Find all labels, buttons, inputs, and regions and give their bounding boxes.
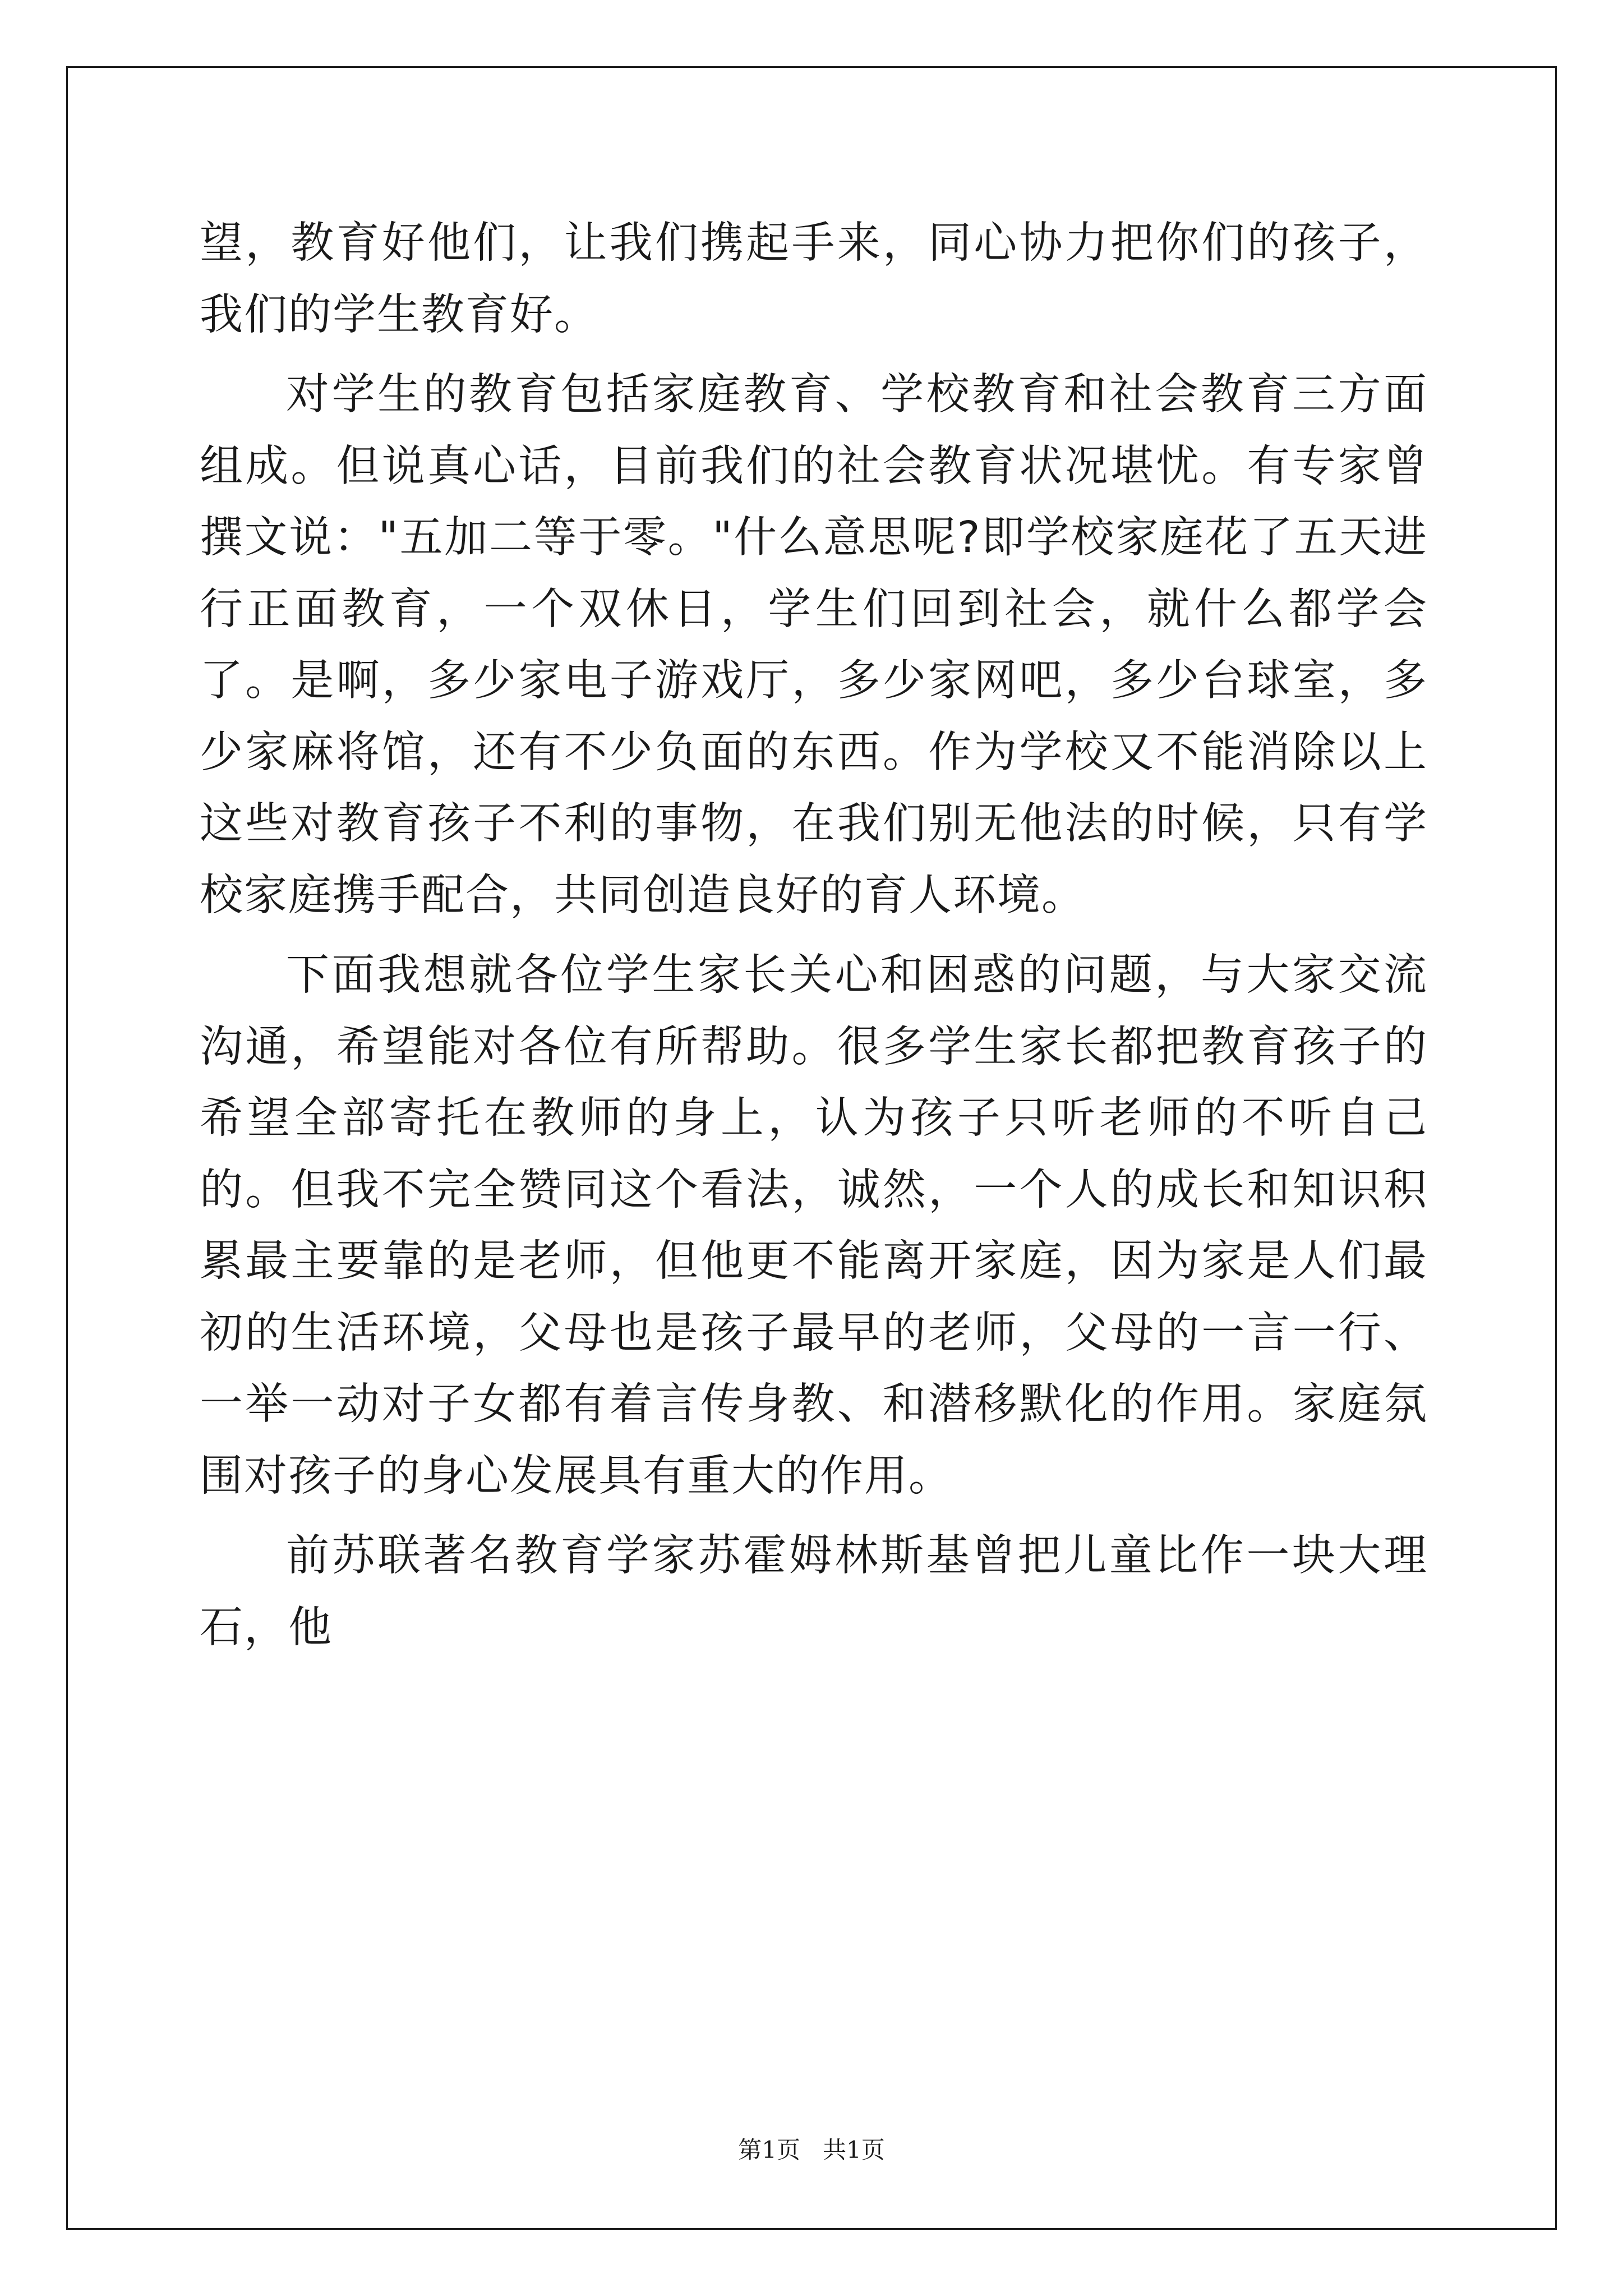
document-body xyxy=(200,208,1428,1663)
paragraph-1: 望，教育好他们，让我们携起手来，同心协力把你们的孩子，我们的学生教育好。 xyxy=(200,218,1428,340)
paragraph-3: 下面我想就各位学生家长关心和困惑的问题，与大家交流沟通，希望能对各位有所帮助。很多学生家长都把教育孩子的希望全部寄托在教师的身上，认为孩子只听老师的不听自己的。但我不完全赞同这个看法，诚然，一个人的成长和知识积累最主要靠的是老师，但他更不能离开家庭，因为家是人们最初的生活环境，父母也是孩子最早的老师，父母的一言一行、一举一动对子女都有着言传身教、和潜移默化的作用。家庭氛围对孩子的身心发展具有重大的作用。 xyxy=(200,950,1428,1501)
paragraph-2: 对学生的教育包括家庭教育、学校教育和社会教育三方面组成。但说真心话，目前我们的社会教育状况堪忧。有专家曾撰文说："五加二等于零。"什么意思呢?即学校家庭花了五天进行正面教育，一个双休日，学生们回到社会，就什么都学会了。是啊，多少家电子游戏厅，多少家网吧，多少台球室，多少家麻将馆，还有不少负面的东西。作为学校又不能消除以上这些对教育孩子不利的事物，在我们别无他法的时候，只有学校家庭携手配合，共同创造良好的育人环境。 xyxy=(200,370,1428,921)
page-footer: 第1页 共1页 xyxy=(738,2136,885,2164)
paragraph-4: 前苏联著名教育学家苏霍姆林斯基曾把儿童比作一块大理石，他 xyxy=(200,1531,1428,1653)
